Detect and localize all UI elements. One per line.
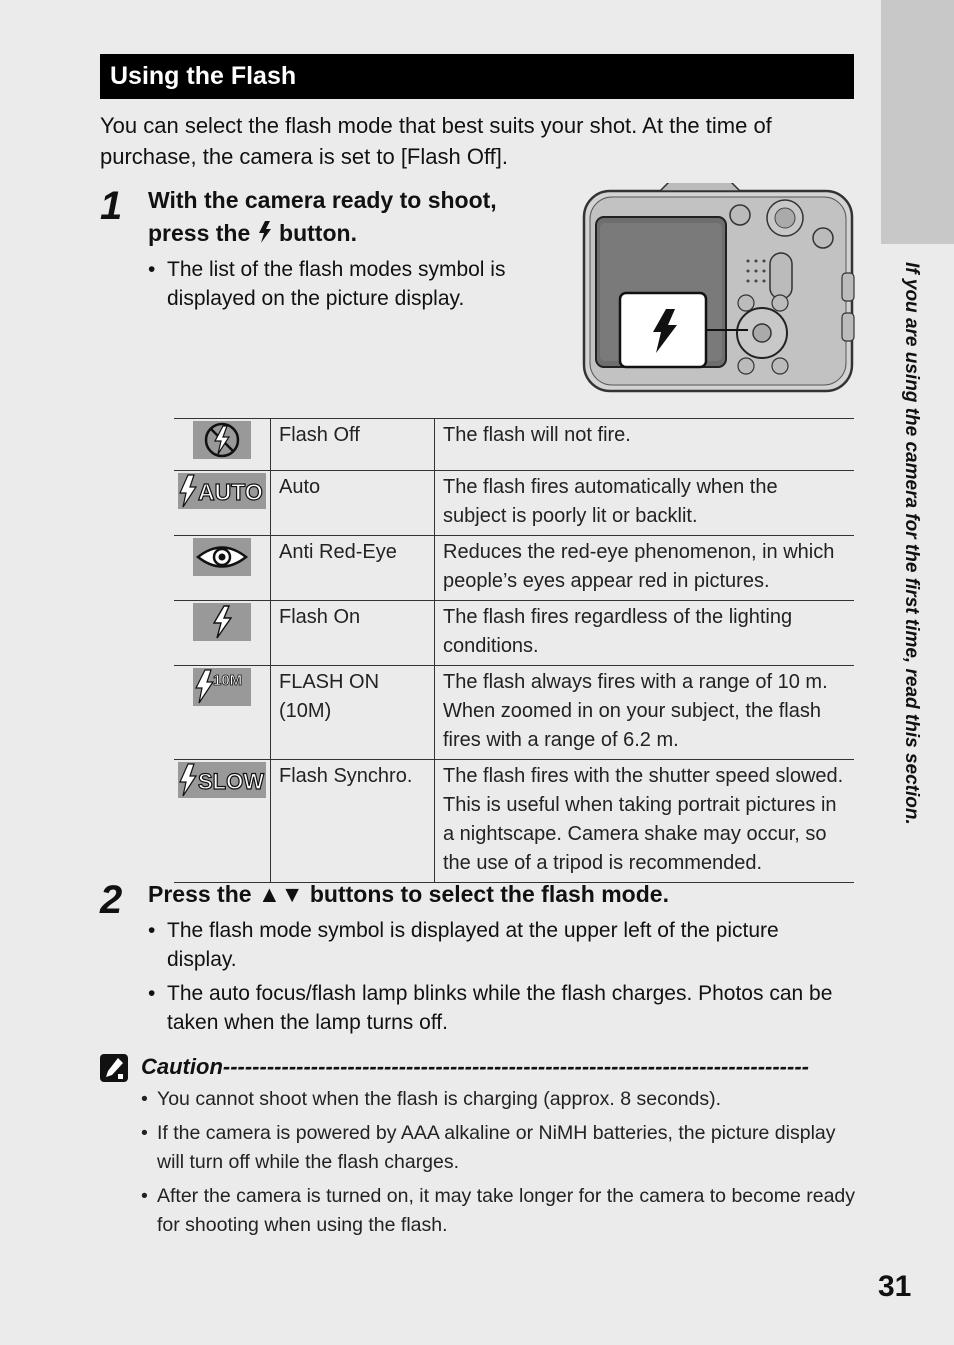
camera-illustration xyxy=(580,183,856,398)
caution-bullet-text: You cannot shoot when the flash is charging (approx. 8 seconds). xyxy=(157,1088,722,1110)
intro-paragraph: You can select the flash mode that best suits your shot. At the time of purchase, the camera is set to [Flash Off]. xyxy=(100,113,772,169)
side-tab xyxy=(881,0,954,244)
step-2-number: 2 xyxy=(100,878,123,922)
caution-bullet xyxy=(141,1119,857,1177)
mode-description: The flash will not fire. xyxy=(435,419,855,471)
step-1-bullet xyxy=(148,255,547,313)
caution-icon xyxy=(100,1054,128,1082)
bullet-dot: • xyxy=(141,1185,148,1207)
flash-slow-icon xyxy=(178,762,266,798)
flash-slow-label: SLOW xyxy=(198,769,264,794)
anti-red-eye-icon xyxy=(193,538,251,576)
mode-description: The flash always fires with a range of 10 m. When zoomed in on your subject, the flash fires with a range of 6.2 m. xyxy=(435,666,855,760)
flash-auto-label: AUTO xyxy=(198,479,263,505)
table-row xyxy=(174,471,854,536)
mode-name: FLASH ON (10M) xyxy=(271,666,435,760)
mode-description: The flash fires regardless of the lighting conditions. xyxy=(435,601,855,666)
mode-description: The flash fires with the shutter speed slowed. This is useful when taking portrait pictures in a nightscape. Camera shake may occur, so the use of a tripod is recommended. xyxy=(435,760,855,883)
table-row xyxy=(174,666,854,760)
step-2-heading: Press the ▲▼ buttons to select the flash mode. xyxy=(148,881,669,907)
flash-on-10m-icon xyxy=(193,668,251,706)
table-row xyxy=(174,536,854,601)
step-1-heading-line2 xyxy=(148,217,568,250)
mode-name: Auto xyxy=(271,471,435,536)
flash-icon xyxy=(257,221,273,243)
page-number: 31 xyxy=(878,1270,912,1303)
flash-auto-icon xyxy=(178,473,266,509)
flash-off-icon xyxy=(193,421,251,459)
mode-name: Flash Off xyxy=(271,419,435,471)
caution-bullet xyxy=(141,1182,857,1240)
step-1-bullet-text: The list of the flash modes symbol is displayed on the picture display. xyxy=(167,258,506,310)
bullet-dot: • xyxy=(148,919,156,942)
bullet-dot: • xyxy=(148,258,156,281)
step-1-heading xyxy=(148,184,568,250)
bullet-dot: • xyxy=(141,1088,148,1110)
flash-modes-table xyxy=(174,418,854,883)
mode-description: Reduces the red-eye phenomenon, in which people’s eyes appear red in pictures. xyxy=(435,536,855,601)
table-row xyxy=(174,419,854,471)
table-row xyxy=(174,760,854,883)
step-1-heading-post: button. xyxy=(279,220,357,246)
step-2-bullet xyxy=(148,916,854,974)
bullet-dot: • xyxy=(148,982,156,1005)
step-2-bullet xyxy=(148,979,854,1037)
step-1-heading-pre: press the xyxy=(148,220,251,246)
side-section-label: If you are using the camera for the first time, read this section. xyxy=(901,262,922,825)
mode-description: The flash fires automatically when the subject is poorly lit or backlit. xyxy=(435,471,855,536)
page-title: Using the Flash xyxy=(100,54,854,99)
mode-name: Flash Synchro. xyxy=(271,760,435,883)
step-1-heading-line1: With the camera ready to shoot, xyxy=(148,187,497,213)
step-2-bullet-text: The auto focus/flash lamp blinks while the flash charges. Photos can be taken when the lamp turns off. xyxy=(167,982,833,1034)
caution-bullet-text: If the camera is powered by AAA alkaline or NiMH batteries, the picture display will turn off while the flash charges. xyxy=(157,1122,836,1173)
flash-on-icon xyxy=(193,603,251,641)
caution-bullet xyxy=(141,1085,857,1114)
bullet-dot: • xyxy=(141,1122,148,1144)
step-2-bullet-text: The flash mode symbol is displayed at the upper left of the picture display. xyxy=(167,919,779,971)
caution-title: Caution-------------------------------------------------------------------------------- xyxy=(141,1054,809,1079)
table-row xyxy=(174,601,854,666)
caution-bullet-text: After the camera is turned on, it may take longer for the camera to become ready for shooting when using the flash. xyxy=(157,1185,856,1236)
mode-name: Flash On xyxy=(271,601,435,666)
flash-on-10m-label: 10M xyxy=(213,672,243,689)
step-1-number: 1 xyxy=(100,184,123,228)
mode-name: Anti Red-Eye xyxy=(271,536,435,601)
